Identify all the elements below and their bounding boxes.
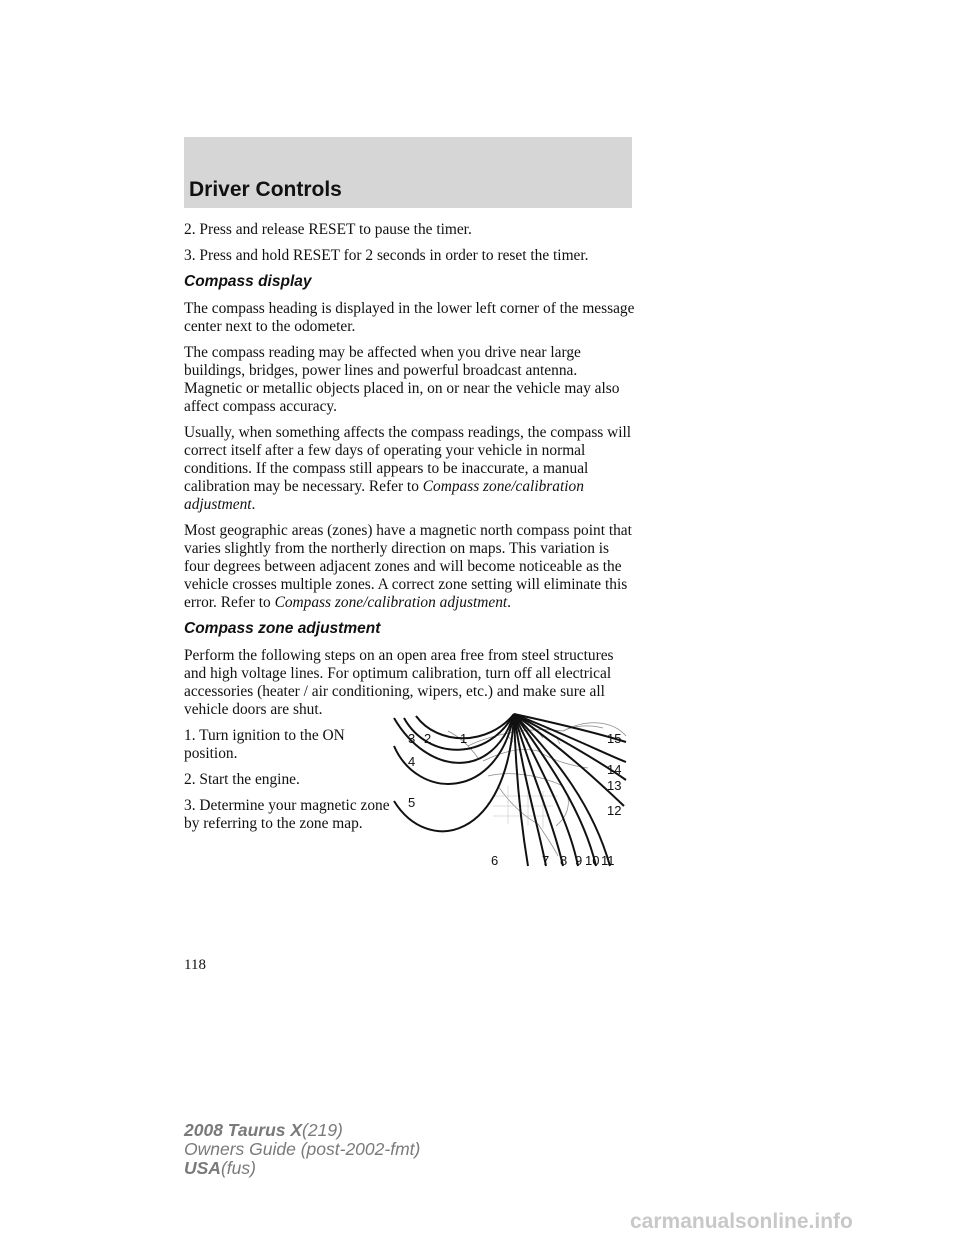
footer-line-1 <box>184 1121 420 1140</box>
zone-label-4: 4 <box>408 754 416 769</box>
zone-label-9: 9 <box>575 853 583 868</box>
zone-label-12: 12 <box>607 803 622 818</box>
zone-label-3: 3 <box>408 731 416 746</box>
zone-step-1: 1. Turn ignition to the ON position. <box>184 727 345 762</box>
correction-end: . <box>251 496 256 513</box>
perform-steps-paragraph: Perform the following steps on an open area free from steel structures and high voltage lines. For optimum calibration, turn off all electrical accessories (heater / air conditioning, wipers, etc.) and make sure all vehicle doors are shut. <box>184 647 614 718</box>
zone-label-2: 2 <box>424 731 432 746</box>
geographic-zones-paragraph <box>184 522 636 612</box>
zone-label-15: 15 <box>607 731 622 746</box>
compass-display-paragraph: The compass heading is displayed in the lower left corner of the message center next to the odometer. <box>184 300 635 335</box>
zone-step-2: 2. Start the engine. <box>184 771 300 788</box>
section-title: Driver Controls <box>189 178 342 201</box>
compass-reading-paragraph: The compass reading may be affected when you drive near large buildings, bridges, power lines and powerful broadcast antenna. Magnetic or metallic objects placed in, on or near the vehicle may also affect compass accuracy. <box>184 344 620 415</box>
zone-label-13: 13 <box>607 778 622 793</box>
watermark: carmanualsonline.info <box>630 1210 853 1233</box>
step-3-text: 3. Press and hold RESET for 2 seconds in order to reset the timer. <box>184 247 589 264</box>
zone-label-5: 5 <box>408 795 416 810</box>
zone-label-1: 1 <box>460 731 468 746</box>
zone-label-11: 11 <box>601 853 615 868</box>
zone-label-7: 7 <box>542 853 550 868</box>
footer <box>184 1121 420 1178</box>
geo-text: Most geographic areas (zones) have a magnetic north compass point that varies slightly from the northerly direction on maps. This variation is four degrees between adjacent zones and will become noticeable as the vehicle crosses multiple zones. A correct zone setting will eliminate this error. Refer to <box>184 522 632 611</box>
zone-label-6: 6 <box>491 853 499 868</box>
footer-line-2: Owners Guide (post-2002-fmt) <box>184 1139 421 1159</box>
footer-line-3 <box>184 1159 420 1178</box>
footer-market: USA <box>184 1158 221 1178</box>
step-2-text: 2. Press and release RESET to pause the timer. <box>184 221 472 238</box>
footer-market-code: (fus) <box>220 1158 256 1178</box>
compass-zone-heading: Compass zone adjustment <box>184 620 381 637</box>
correction-reference: Compass zone/calibration adjustment <box>184 478 584 513</box>
zone-label-10: 10 <box>585 853 600 868</box>
geo-end: . <box>507 594 512 611</box>
footer-model: 2008 Taurus X <box>184 1120 303 1140</box>
correction-text: Usually, when something affects the compass readings, the compass will correct itself after a few days of operating your vehicle in normal conditions. If the compass still appears to be inaccurate, a manual calibration may be necessary. Refer to <box>184 424 632 495</box>
compass-display-heading: Compass display <box>184 273 312 290</box>
zone-step-3: 3. Determine your magnetic zone by referring to the zone map. <box>184 797 390 832</box>
zone-label-8: 8 <box>560 853 568 868</box>
geo-reference: Compass zone/calibration adjustment <box>274 594 508 611</box>
page-number: 118 <box>184 957 206 973</box>
compass-correction-paragraph <box>184 424 636 514</box>
compass-zone-map <box>388 706 628 874</box>
zone-label-14: 14 <box>607 762 622 777</box>
footer-model-code: (219) <box>302 1120 343 1140</box>
